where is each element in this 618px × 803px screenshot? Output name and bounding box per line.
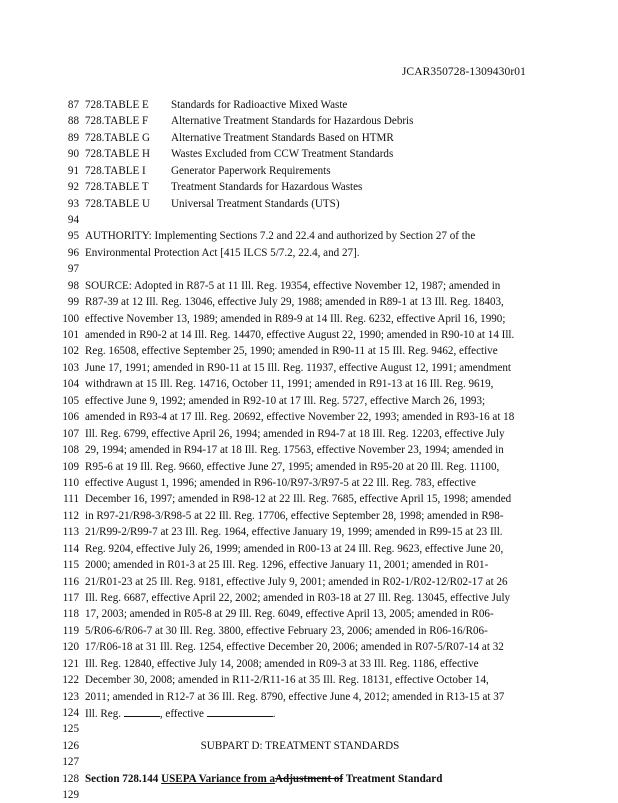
subpart-title: SUBPART D: TREATMENT STANDARDS xyxy=(200,739,400,752)
section-title xyxy=(85,772,442,787)
text-line xyxy=(0,377,618,392)
table-id: 728.TABLE I xyxy=(85,164,146,177)
table-description: Treatment Standards for Hazardous Wastes xyxy=(171,181,363,194)
text-line xyxy=(0,542,618,557)
text-line xyxy=(0,394,618,409)
line-text: amended in R90-2 at 14 Ill. Reg. 14470, effective August 22, 1990; amended in R90-10 at 14 Ill. xyxy=(85,329,515,341)
line-text: 2011; amended in R12-7 at 36 Ill. Reg. 8790, effective June 4, 2012; amended in R13-15 at 37 xyxy=(85,690,505,703)
line-number: 128 xyxy=(62,772,79,785)
line-text: Reg. 9204, effective July 26, 1999; amended in R00-13 at 24 Ill. Reg. 9623, effective June 20, xyxy=(85,542,504,555)
line-number: 124 xyxy=(62,706,79,719)
table-line xyxy=(0,98,618,113)
line-number: 92 xyxy=(67,181,79,194)
text-line xyxy=(0,246,618,261)
text-line xyxy=(0,575,618,590)
text-line xyxy=(0,460,618,475)
line-number: 100 xyxy=(62,312,79,325)
table-line xyxy=(0,197,618,212)
line-number: 116 xyxy=(62,575,79,588)
line-number: 123 xyxy=(62,690,79,703)
line-text: 21/R01-23 at 25 Ill. Reg. 9181, effective July 9, 2001; amended in R02-1/R02-12/R02-17 at 26 xyxy=(85,575,508,588)
line-number: 109 xyxy=(62,460,79,473)
text-fragment: , effective xyxy=(159,707,204,720)
document-id: JCAR350728-1309430r01 xyxy=(401,66,526,78)
line-number: 122 xyxy=(62,674,79,686)
subpart-heading xyxy=(0,739,618,754)
line-number: 107 xyxy=(62,427,79,440)
text-fragment: Ill. Reg. xyxy=(85,707,122,720)
line-number: 127 xyxy=(62,756,79,769)
line-number: 90 xyxy=(67,148,79,161)
line-number: 97 xyxy=(67,263,79,276)
text-line xyxy=(0,492,618,507)
text-line xyxy=(0,706,618,721)
text-line xyxy=(0,509,618,524)
text-line xyxy=(0,476,618,491)
text-fragment: . xyxy=(272,707,276,720)
line-text: R95-6 at 19 Ill. Reg. 9660, effective June 27, 1995; amended in R95-20 at 20 Ill. Reg. 11100, xyxy=(85,460,500,473)
fill-in-blank xyxy=(207,706,273,717)
table-line xyxy=(0,147,618,162)
line-number: 129 xyxy=(62,789,79,802)
line-number: 119 xyxy=(62,624,79,637)
line-number: 114 xyxy=(62,542,79,555)
section-heading xyxy=(0,772,618,787)
table-description: Generator Paperwork Requirements xyxy=(171,164,331,177)
line-text: 5/R06-6/R06-7 at 30 Ill. Reg. 3800, effective February 23, 2006; amended in R06-16/R06- xyxy=(85,624,488,637)
line-text: AUTHORITY: Implementing Sections 7.2 and 22.4 and authorized by Section 27 of the xyxy=(85,230,476,243)
line-number: 112 xyxy=(62,509,79,522)
line-number: 111 xyxy=(63,493,79,506)
line-text: December 30, 2008; amended in R11-2/R11-16 at 35 Ill. Reg. 18131, effective October 14, xyxy=(85,674,489,686)
line-number: 98 xyxy=(67,279,79,292)
text-line xyxy=(0,690,618,705)
table-id: 728.TABLE T xyxy=(85,181,149,194)
line-number: 93 xyxy=(67,197,79,210)
line-number: 110 xyxy=(62,476,79,489)
fill-in-blank xyxy=(124,706,160,717)
text-line xyxy=(0,328,618,343)
section-name: Treatment Standard xyxy=(343,772,443,785)
line-number: 115 xyxy=(62,559,79,571)
text-line xyxy=(0,624,618,639)
line-text: effective November 13, 1989; amended in R89-9 at 14 Ill. Reg. 6232, effective April 16, 1990; xyxy=(85,312,506,325)
line-number: 108 xyxy=(62,444,79,456)
line-number: 95 xyxy=(67,230,79,243)
line-number: 101 xyxy=(62,329,79,341)
line-number: 87 xyxy=(67,99,79,111)
line-number: 113 xyxy=(62,526,79,539)
table-line xyxy=(0,131,618,146)
inserted-text: USEPA Variance from a xyxy=(161,772,276,785)
line-text: withdrawn at 15 Ill. Reg. 14716, October 11, 1991; amended in R91-13 at 16 Ill. Reg. 9619, xyxy=(85,378,494,391)
line-text: Ill. Reg. 6799, effective April 26, 1994; amended in R94-7 at 18 Ill. Reg. 12203, effective July xyxy=(85,427,505,440)
text-line xyxy=(0,279,618,294)
text-line xyxy=(0,722,618,737)
text-line xyxy=(0,788,618,803)
text-line xyxy=(0,295,618,310)
text-line xyxy=(0,657,618,672)
line-number: 102 xyxy=(62,345,79,358)
line-number: 126 xyxy=(62,739,79,752)
line-number: 118 xyxy=(62,608,79,621)
text-line xyxy=(0,229,618,244)
line-number: 104 xyxy=(62,378,79,391)
table-line xyxy=(0,164,618,179)
line-text: 17/R06-18 at 31 Ill. Reg. 1254, effective December 20, 2006; amended in R07-5/R07-14 at 32 xyxy=(85,641,504,654)
line-text: Environmental Protection Act [415 ILCS 5/7.2, 22.4, and 27]. xyxy=(85,246,360,259)
text-line xyxy=(0,443,618,458)
line-text: 17, 2003; amended in R05-8 at 29 Ill. Reg. 6049, effective April 13, 2005; amended in R06- xyxy=(85,608,494,621)
text-line xyxy=(0,213,618,228)
line-number: 99 xyxy=(67,296,79,309)
line-number: 96 xyxy=(67,246,79,259)
table-id: 728.TABLE F xyxy=(85,115,149,128)
text-line xyxy=(0,607,618,622)
line-number: 88 xyxy=(67,115,79,128)
table-description: Wastes Excluded from CCW Treatment Standards xyxy=(171,148,394,161)
line-text: SOURCE: Adopted in R87-5 at 11 Ill. Reg. 19354, effective November 12, 1987; amended in xyxy=(85,279,501,292)
line-text: effective June 9, 1992; amended in R92-10 at 17 Ill. Reg. 5727, effective March 26, 1993; xyxy=(85,394,486,407)
text-line xyxy=(0,344,618,359)
table-description: Standards for Radioactive Mixed Waste xyxy=(171,99,348,111)
line-number: 94 xyxy=(67,214,79,226)
table-description: Alternative Treatment Standards Based on HTMR xyxy=(171,131,394,144)
table-description: Universal Treatment Standards (UTS) xyxy=(171,197,340,210)
line-number: 89 xyxy=(67,131,79,144)
table-id: 728.TABLE E xyxy=(85,99,149,111)
line-text: Ill. Reg. 12840, effective July 14, 2008; amended in R09-3 at 33 Ill. Reg. 1186, effective xyxy=(85,657,479,670)
text-line xyxy=(0,262,618,277)
line-text: Reg. 16508, effective September 25, 1990; amended in R90-11 at 15 Ill. Reg. 9462, effective xyxy=(85,345,498,358)
line-text: R87-39 at 12 Ill. Reg. 13046, effective July 29, 1988; amended in R89-1 at 13 Ill. Reg. 18403, xyxy=(85,296,504,309)
deleted-text: Adjustment of xyxy=(275,772,344,785)
text-line xyxy=(0,640,618,655)
table-line xyxy=(0,114,618,129)
line-number: 91 xyxy=(67,164,79,177)
line-text: Ill. Reg. 6687, effective April 22, 2002; amended in R03-18 at 27 Ill. Reg. 13045, effective July xyxy=(85,591,511,604)
line-text: 21/R99-2/R99-7 at 23 Ill. Reg. 1964, effective January 19, 1999; amended in R99-15 at 23 Ill. xyxy=(85,526,503,539)
line-number: 125 xyxy=(62,723,79,736)
table-id: 728.TABLE H xyxy=(85,148,151,161)
text-line xyxy=(0,673,618,688)
line-number: 105 xyxy=(62,394,79,407)
text-line xyxy=(0,558,618,573)
line-text: 2000; amended in R01-3 at 25 Ill. Reg. 1296, effective January 11, 2001; amended in R01- xyxy=(85,559,489,571)
section-number: Section 728.144 xyxy=(85,772,159,785)
text-line xyxy=(0,591,618,606)
text-line xyxy=(0,361,618,376)
line-text: effective August 1, 1996; amended in R96-10/R97-3/R97-5 at 22 Ill. Reg. 783, effective xyxy=(85,476,476,489)
table-description: Alternative Treatment Standards for Hazardous Debris xyxy=(171,115,414,128)
text-line xyxy=(0,755,618,770)
line-text: December 16, 1997; amended in R98-12 at 22 Ill. Reg. 7685, effective April 15, 1998; amended xyxy=(85,493,512,506)
line-number: 106 xyxy=(62,411,79,424)
line-text xyxy=(85,706,276,722)
line-text: 29, 1994; amended in R94-17 at 18 Ill. Reg. 17563, effective November 23, 1994; amended in xyxy=(85,444,504,456)
table-id: 728.TABLE G xyxy=(85,131,151,144)
text-line xyxy=(0,410,618,425)
line-number: 121 xyxy=(62,657,79,670)
line-number: 117 xyxy=(62,591,79,604)
line-number: 103 xyxy=(62,361,79,374)
table-line xyxy=(0,180,618,195)
text-line xyxy=(0,525,618,540)
text-line xyxy=(0,427,618,442)
line-text: June 17, 1991; amended in R90-11 at 15 Ill. Reg. 11937, effective August 12, 1991; amendment xyxy=(85,361,512,374)
table-id: 728.TABLE U xyxy=(85,197,151,210)
line-text: amended in R93-4 at 17 Ill. Reg. 20692, effective November 22, 1993; amended in R93-16 at 18 xyxy=(85,411,515,424)
line-number: 120 xyxy=(62,641,79,654)
text-line xyxy=(0,312,618,327)
line-text: in R97-21/R98-3/R98-5 at 22 Ill. Reg. 17706, effective September 28, 1998; amended in R98- xyxy=(85,509,504,522)
